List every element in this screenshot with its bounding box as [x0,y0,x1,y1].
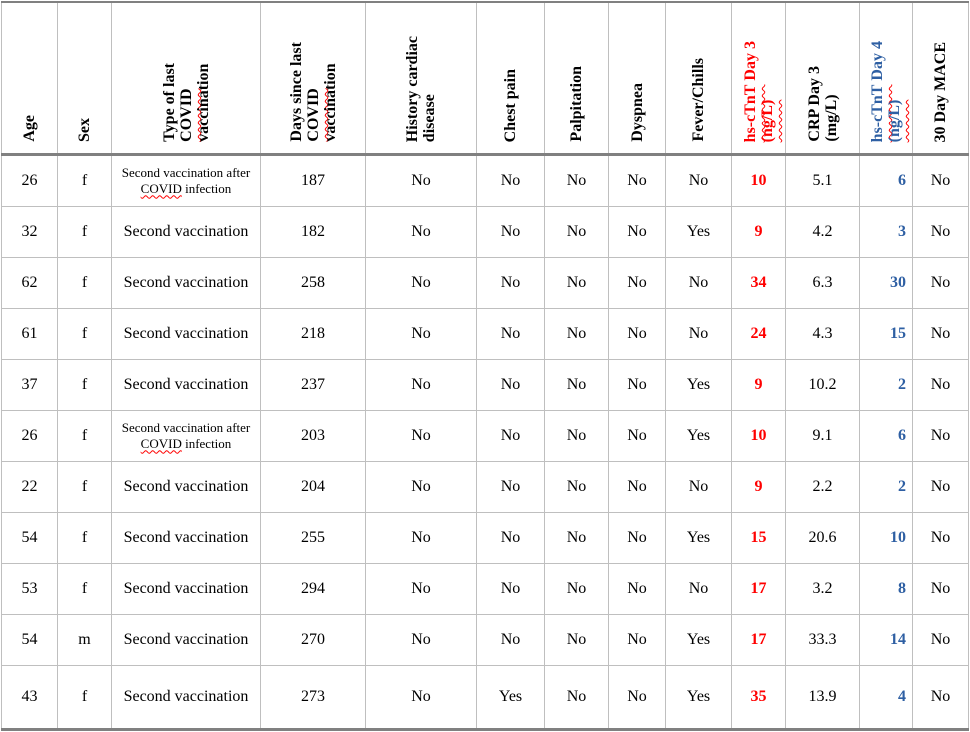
cell-sex: f [58,666,112,730]
cell-dyspnea: No [609,258,666,309]
cell-days: 203 [261,411,366,462]
table-row [2,207,969,258]
cell-crp: 4.2 [786,207,860,258]
cell-age: 61 [2,309,58,360]
cell-crp: 4.3 [786,309,860,360]
cell-hstnt-day3: 15 [732,513,786,564]
cell-history: No [366,513,477,564]
cell-dyspnea: No [609,411,666,462]
cell-chest-pain: No [477,462,545,513]
cell-hstnt-day3: 34 [732,258,786,309]
cell-type: Second vaccination [112,309,261,360]
cell-history: No [366,360,477,411]
cell-palpitation: No [545,564,609,615]
cell-sex: f [58,207,112,258]
cell-type: Second vaccination [112,666,261,730]
cell-sex: m [58,615,112,666]
cell-chest-pain: No [477,411,545,462]
cell-mace: No [913,666,969,730]
cell-history: No [366,564,477,615]
cell-fever: Yes [666,666,732,730]
cell-hstnt-day4: 3 [860,207,913,258]
cell-chest-pain: Yes [477,666,545,730]
cell-history: No [366,666,477,730]
cell-history: No [366,615,477,666]
cell-age: 37 [2,360,58,411]
cell-chest-pain: No [477,155,545,207]
cell-palpitation: No [545,513,609,564]
cell-hstnt-day3: 10 [732,155,786,207]
table-row [2,513,969,564]
cell-type: Second vaccination [112,258,261,309]
cell-mace: No [913,360,969,411]
cell-hstnt-day4: 6 [860,411,913,462]
cell-palpitation: No [545,258,609,309]
cell-sex: f [58,360,112,411]
cell-fever: Yes [666,411,732,462]
cell-history: No [366,207,477,258]
cell-sex: f [58,513,112,564]
cell-crp: 20.6 [786,513,860,564]
cell-mace: No [913,462,969,513]
cell-age: 62 [2,258,58,309]
header-days-since: Days since last COVID vaccination [261,2,366,155]
cell-hstnt-day4: 10 [860,513,913,564]
cell-palpitation: No [545,309,609,360]
cell-dyspnea: No [609,155,666,207]
cell-sex: f [58,411,112,462]
cell-crp: 2.2 [786,462,860,513]
table-row [2,666,969,730]
cell-chest-pain: No [477,615,545,666]
cell-fever: No [666,564,732,615]
header-chest-pain: Chest pain [477,2,545,155]
header-type: Type of last COVID vaccination [112,2,261,155]
cell-fever: Yes [666,513,732,564]
cell-mace: No [913,258,969,309]
cell-hstnt-day4: 8 [860,564,913,615]
cell-age: 43 [2,666,58,730]
table-row [2,462,969,513]
table-row [2,155,969,207]
cell-chest-pain: No [477,360,545,411]
header-row [2,2,969,155]
cell-days: 237 [261,360,366,411]
cell-hstnt-day4: 15 [860,309,913,360]
cell-days: 218 [261,309,366,360]
cell-sex: f [58,462,112,513]
cell-sex: f [58,564,112,615]
cell-crp: 3.2 [786,564,860,615]
cell-days: 187 [261,155,366,207]
cell-history: No [366,155,477,207]
cell-crp: 6.3 [786,258,860,309]
cell-hstnt-day3: 17 [732,564,786,615]
cell-type: Second vaccination [112,513,261,564]
header-sex: Sex [58,2,112,155]
cell-type: Second vaccination after COVID infection [112,155,261,207]
cell-type: Second vaccination [112,462,261,513]
patient-table [1,1,969,731]
cell-hstnt-day3: 24 [732,309,786,360]
cell-crp: 9.1 [786,411,860,462]
cell-age: 22 [2,462,58,513]
cell-type: Second vaccination [112,615,261,666]
table-row [2,564,969,615]
cell-crp: 10.2 [786,360,860,411]
cell-age: 54 [2,513,58,564]
header-fever: Fever/Chills [666,2,732,155]
header-hstnt-day3: hs-cTnT Day 3 (ng/L) [732,2,786,155]
table-row [2,360,969,411]
cell-days: 182 [261,207,366,258]
header-age: Age [2,2,58,155]
cell-hstnt-day3: 9 [732,207,786,258]
cell-dyspnea: No [609,666,666,730]
cell-age: 26 [2,155,58,207]
cell-type: Second vaccination after COVID infection [112,411,261,462]
cell-history: No [366,309,477,360]
cell-hstnt-day4: 4 [860,666,913,730]
header-crp-day3: CRP Day 3 (mg/L) [786,2,860,155]
cell-age: 54 [2,615,58,666]
table-row [2,615,969,666]
cell-crp: 5.1 [786,155,860,207]
header-palpitation: Palpitation [545,2,609,155]
cell-age: 26 [2,411,58,462]
cell-mace: No [913,411,969,462]
cell-dyspnea: No [609,513,666,564]
cell-hstnt-day4: 2 [860,462,913,513]
header-history: History cardiac disease [366,2,477,155]
cell-age: 53 [2,564,58,615]
cell-fever: Yes [666,360,732,411]
cell-history: No [366,258,477,309]
cell-mace: No [913,564,969,615]
cell-type: Second vaccination [112,207,261,258]
cell-hstnt-day4: 6 [860,155,913,207]
cell-sex: f [58,155,112,207]
cell-dyspnea: No [609,564,666,615]
cell-fever: No [666,155,732,207]
cell-hstnt-day4: 2 [860,360,913,411]
header-mace: 30 Day MACE [913,2,969,155]
cell-hstnt-day3: 9 [732,360,786,411]
cell-days: 255 [261,513,366,564]
cell-palpitation: No [545,207,609,258]
cell-days: 270 [261,615,366,666]
table-container [1,1,968,729]
cell-chest-pain: No [477,258,545,309]
cell-palpitation: No [545,411,609,462]
cell-mace: No [913,155,969,207]
cell-fever: No [666,309,732,360]
table-row [2,258,969,309]
cell-dyspnea: No [609,615,666,666]
header-dyspnea: Dyspnea [609,2,666,155]
cell-fever: Yes [666,207,732,258]
cell-type: Second vaccination [112,360,261,411]
cell-dyspnea: No [609,462,666,513]
cell-palpitation: No [545,615,609,666]
cell-days: 273 [261,666,366,730]
cell-days: 294 [261,564,366,615]
cell-chest-pain: No [477,564,545,615]
cell-mace: No [913,309,969,360]
cell-mace: No [913,615,969,666]
cell-chest-pain: No [477,513,545,564]
cell-fever: No [666,258,732,309]
cell-chest-pain: No [477,207,545,258]
cell-chest-pain: No [477,309,545,360]
cell-hstnt-day3: 17 [732,615,786,666]
cell-hstnt-day3: 10 [732,411,786,462]
cell-age: 32 [2,207,58,258]
cell-history: No [366,411,477,462]
cell-mace: No [913,207,969,258]
cell-crp: 13.9 [786,666,860,730]
cell-dyspnea: No [609,207,666,258]
cell-sex: f [58,258,112,309]
header-hstnt-day4: hs-cTnT Day 4 (ng/L) [860,2,913,155]
cell-sex: f [58,309,112,360]
cell-dyspnea: No [609,309,666,360]
cell-history: No [366,462,477,513]
cell-days: 258 [261,258,366,309]
cell-palpitation: No [545,666,609,730]
cell-type: Second vaccination [112,564,261,615]
cell-hstnt-day3: 9 [732,462,786,513]
cell-hstnt-day3: 35 [732,666,786,730]
cell-crp: 33.3 [786,615,860,666]
cell-fever: No [666,462,732,513]
cell-hstnt-day4: 14 [860,615,913,666]
cell-palpitation: No [545,155,609,207]
cell-mace: No [913,513,969,564]
cell-days: 204 [261,462,366,513]
cell-fever: Yes [666,615,732,666]
cell-dyspnea: No [609,360,666,411]
table-row [2,411,969,462]
cell-palpitation: No [545,462,609,513]
table-row [2,309,969,360]
cell-hstnt-day4: 30 [860,258,913,309]
cell-palpitation: No [545,360,609,411]
